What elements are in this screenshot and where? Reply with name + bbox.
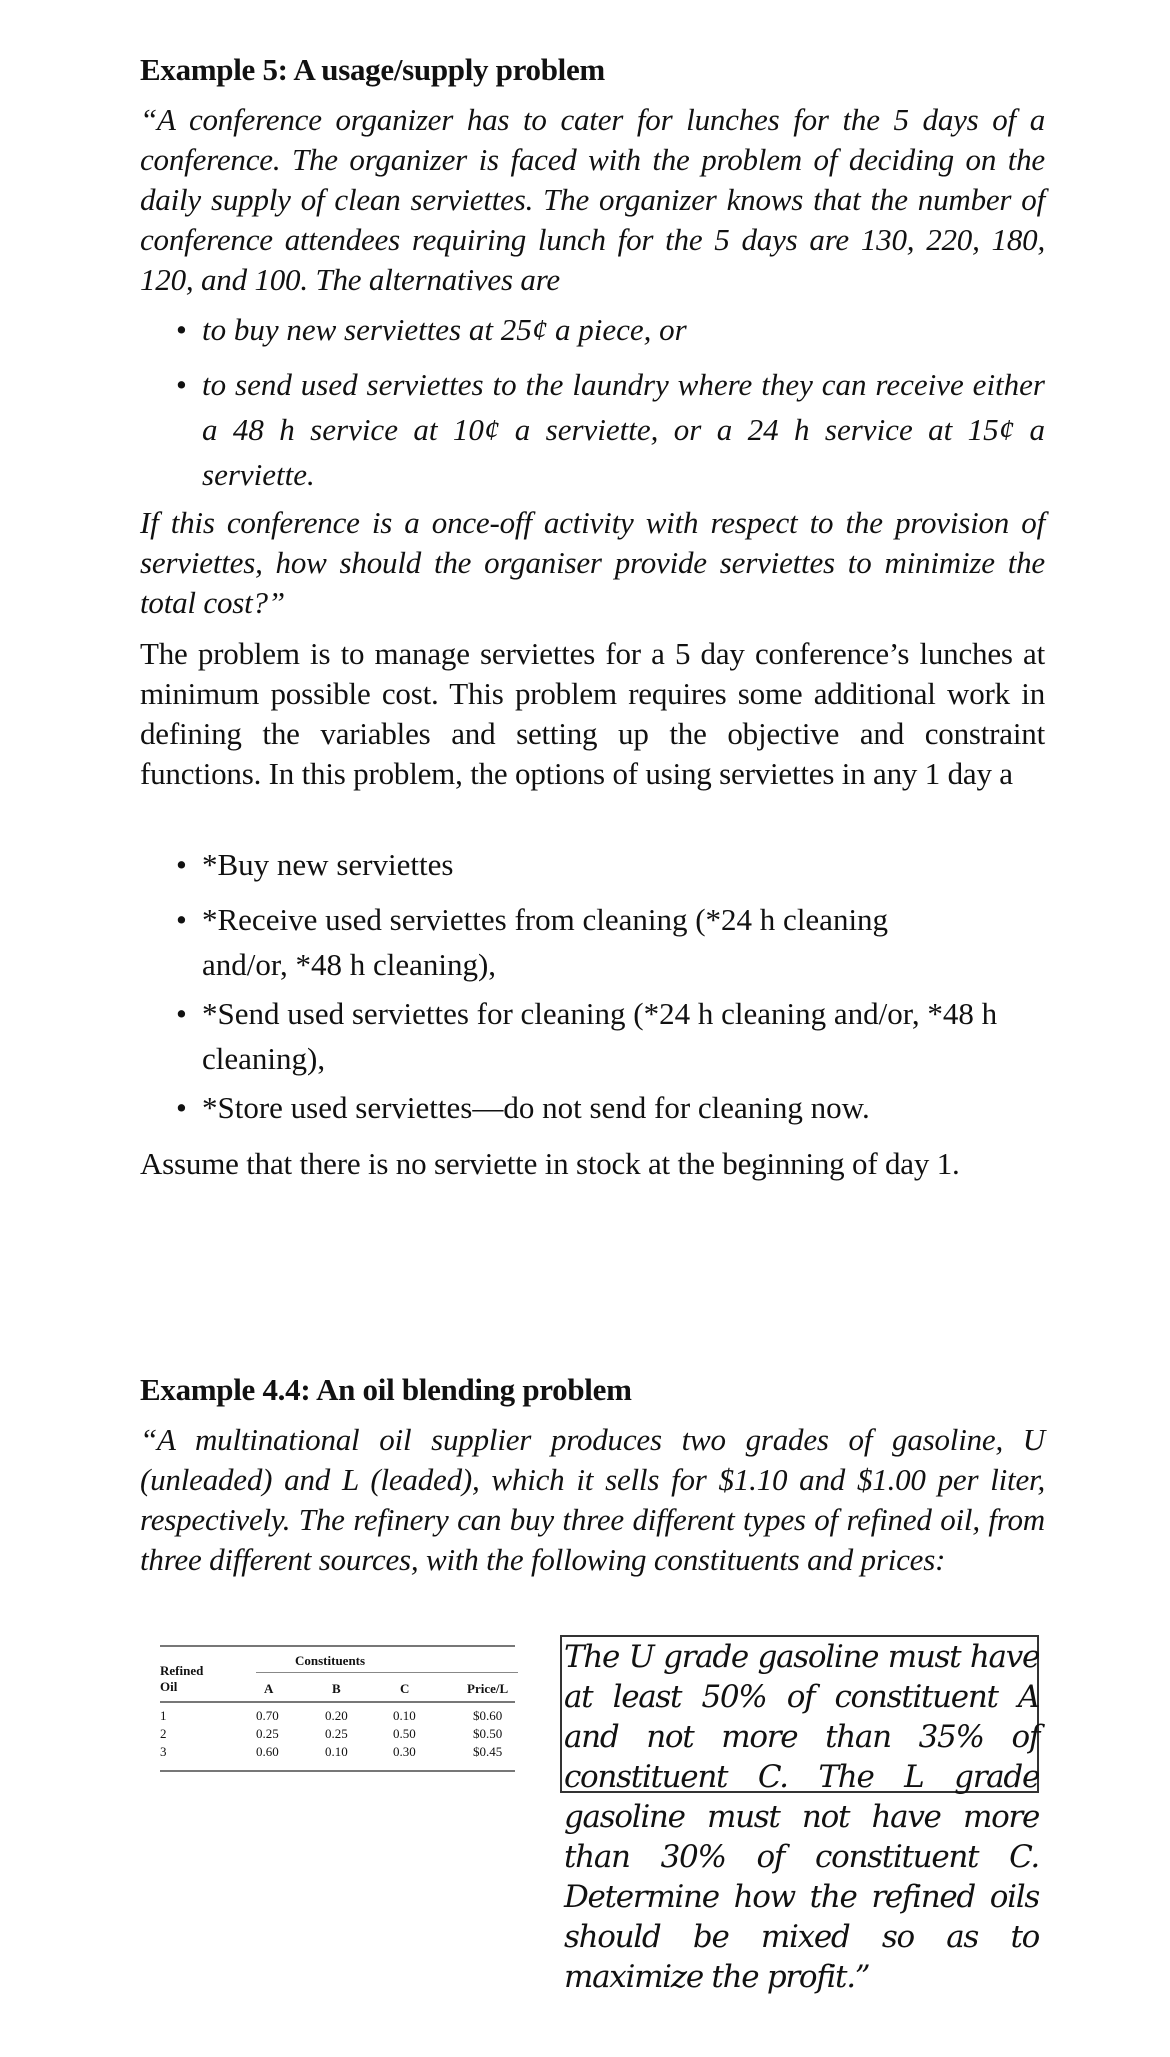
example5-assumption: Assume that there is no serviette in stock at the beginning of day 1. [140, 1146, 960, 1181]
table-cell-b: 0.10 [325, 1744, 348, 1759]
example5-quote-question: If this conference is a once-off activity with respect to the provision of serviettes, how should the organiser provide serviettes to minimize the total cost?” [140, 505, 1045, 620]
table-cell-c: 0.30 [393, 1744, 416, 1759]
bullet-icon: • [176, 996, 187, 1031]
example5-heading: Example 5: A usage/supply problem [140, 52, 605, 87]
bullet-icon: • [176, 312, 187, 347]
table-cell-a: 0.25 [256, 1726, 279, 1741]
option-item-3: • *Send used serviettes for cleaning (*24 h cleaning and/or, *48 h cleaning), [202, 991, 1002, 1081]
table-cell-b: 0.20 [325, 1708, 348, 1723]
table-cell-a: 0.70 [256, 1708, 279, 1723]
example44-constraints-text: The U grade gasoline must have at least 50% of constituent A and not more than 35% of constituent C. The L grade gasoline must not have more than 30% of constituent C. Determine how the refined oils should be mixed so as to maximize the profit.” [564, 1639, 1039, 1995]
example44-heading: Example 4.4: An oil blending problem [140, 1372, 632, 1407]
refined-header-line1: Refined [160, 1663, 204, 1678]
table-cell-a: 0.60 [256, 1744, 279, 1759]
option-item-4: • *Store used serviettes—do not send for cleaning now. [202, 1085, 1002, 1130]
column-header-b: B [332, 1681, 341, 1696]
table-cell-c: 0.50 [393, 1726, 416, 1741]
example5-quote-intro: “A conference organizer has to cater for lunches for the 5 days of a conference. The organizer is faced with the problem of deciding on the daily supply of clean serviettes. The organizer knows that the number of conference attendees requiring lunch for the 5 days are 130, 220, 180, 120, and 100. The alternatives are [140, 102, 1045, 297]
table-cell-oil: 3 [160, 1744, 167, 1759]
bullet-icon: • [176, 1090, 187, 1125]
bullet-icon: • [176, 367, 187, 402]
bullet-icon: • [176, 902, 187, 937]
alternative-item-1: • to buy new serviettes at 25¢ a piece, or [202, 307, 1042, 352]
example44-quote-intro: “A multinational oil supplier produces two grades of gasoline, U (unleaded) and L (leaded), which it sells for $1.10 and $1.00 per liter, respectively. The refinery can buy three different types of refined oil, from three different sources, with the following constituents and prices: [140, 1422, 1045, 1577]
table-cell-oil: 1 [160, 1708, 167, 1723]
bullet-icon: • [176, 847, 187, 882]
column-header-a: A [264, 1681, 274, 1696]
column-header-price: Price/L [467, 1681, 509, 1696]
table-cell-price: $0.50 [473, 1726, 503, 1741]
example5-explanation: The problem is to manage serviettes for a 5 day conference’s lunches at minimum possible cost. This problem requires some additional work in defining the variables and setting up the objective and constraint functions. In this problem, the options of using serviettes in any 1 day a [140, 636, 1045, 791]
table-cell-price: $0.60 [473, 1708, 503, 1723]
option-item-2: • *Receive used serviettes from cleaning (*24 h cleaning and/or, *48 h cleaning), [202, 897, 962, 987]
table-top-rule [160, 1645, 515, 1647]
refined-header-line2: Oil [160, 1679, 178, 1694]
table-cell-price: $0.45 [473, 1744, 503, 1759]
table-cell-b: 0.25 [325, 1726, 348, 1741]
group-underline [256, 1672, 518, 1673]
alternative-item-2: • to send used serviettes to the laundry where they can receive either a 48 h service at 10¢ a serviette, or a 24 h service at 15¢ a serviette. [202, 362, 1045, 497]
column-header-c: C [400, 1681, 410, 1696]
table-cell-oil: 2 [160, 1726, 167, 1741]
table-bottom-rule [160, 1770, 515, 1772]
option-item-1: • *Buy new serviettes [202, 842, 1002, 887]
constituents-group-header: Constituents [295, 1653, 366, 1668]
table-header-rule [160, 1701, 515, 1703]
table-cell-c: 0.10 [393, 1708, 416, 1723]
